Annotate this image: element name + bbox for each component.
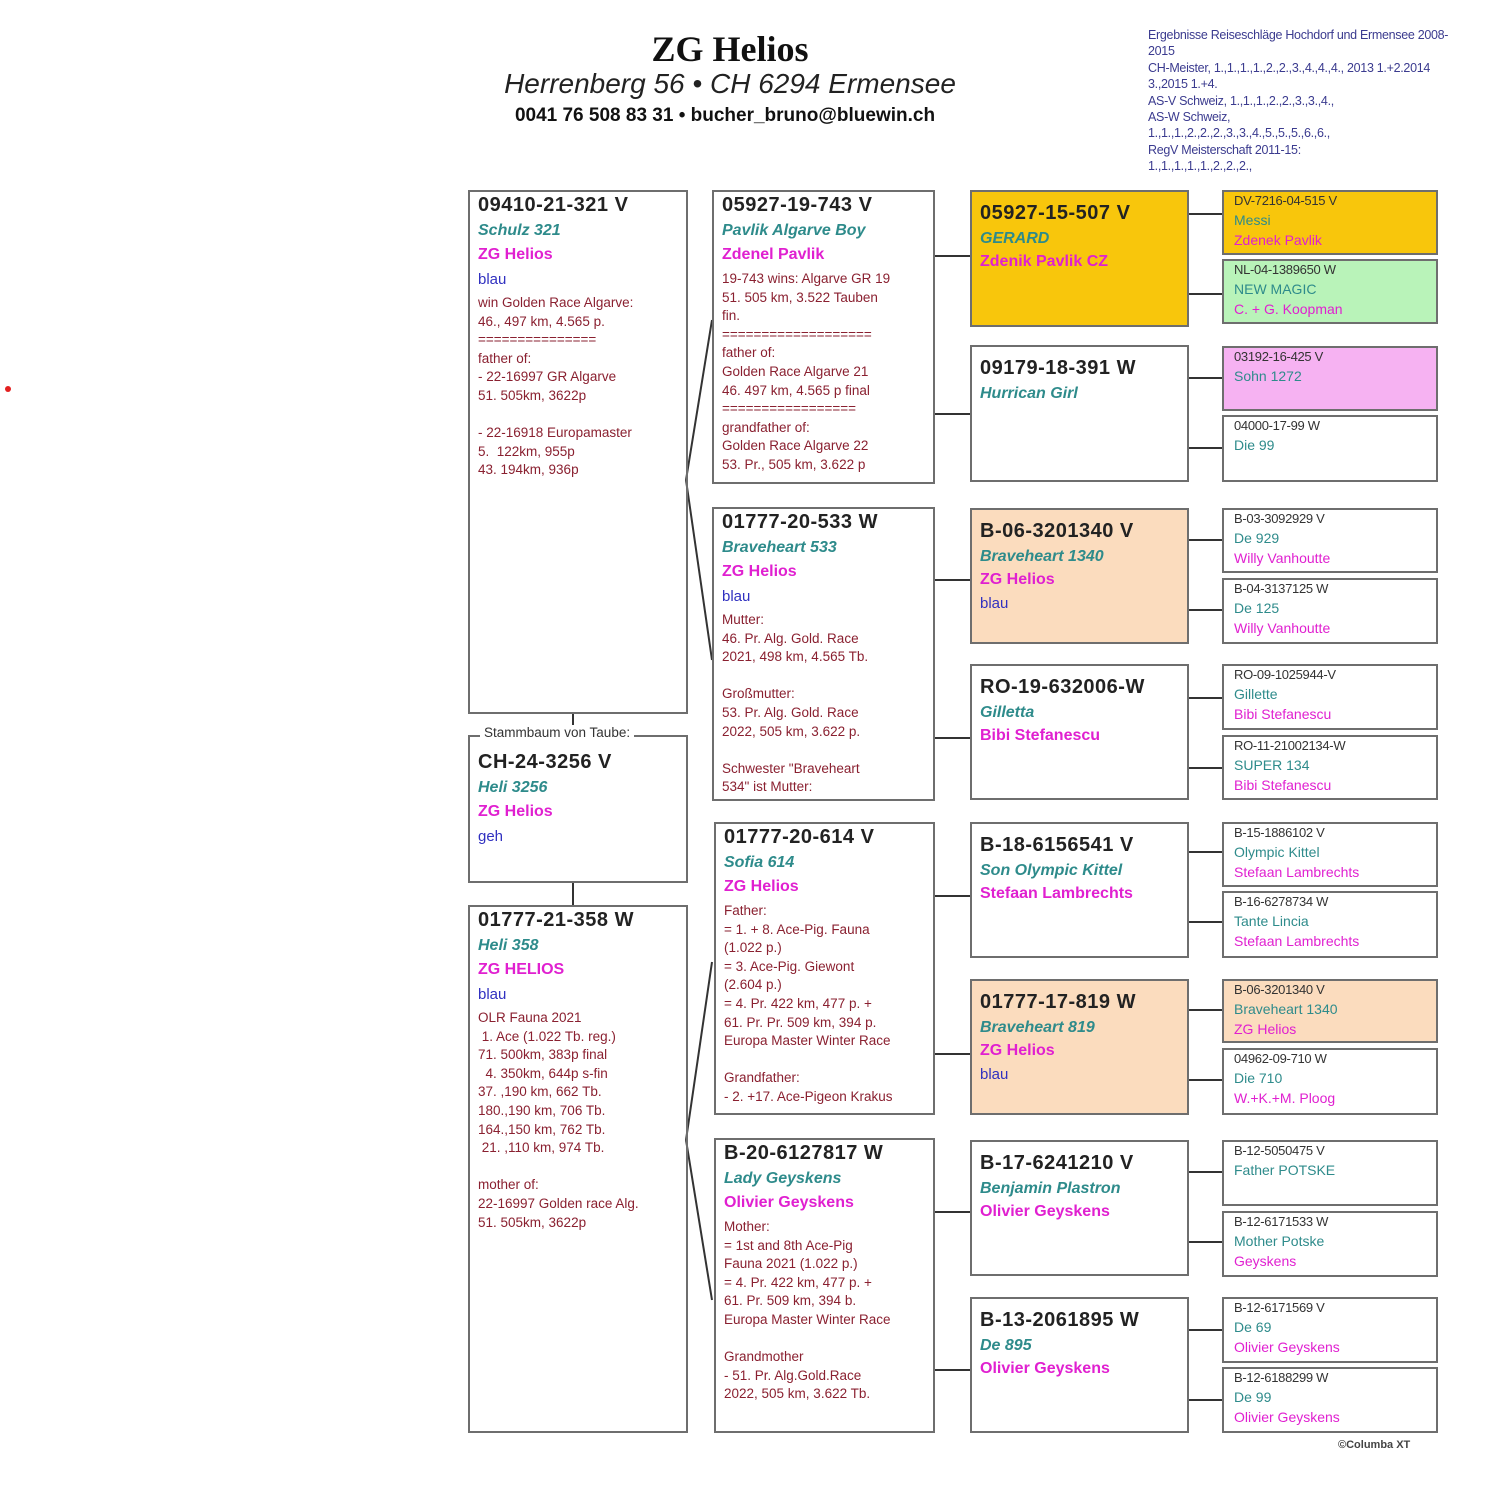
loft-address: Herrenberg 56 • CH 6294 Ermensee: [504, 68, 956, 99]
pigeon-owner: Willy Vanhoutte: [1234, 550, 1331, 566]
pigeon-ring: 01777-21-358 W: [478, 909, 634, 931]
pigeon-owner: ZG Helios: [478, 803, 553, 820]
pigeon-name: Tante Lincia: [1234, 913, 1309, 929]
grandparent-card[interactable]: [714, 1138, 935, 1433]
pigeon-owner: ZG Helios: [980, 571, 1055, 588]
pigeon-info: win Golden Race Algarve: 46., 497 km, 4.565 p. =============== father of: - 22-16997 GR Algarve 51. 505km, 3622p - 22-16918 Europamaster 5. 122km, 955p 43. 194km, 936p: [478, 295, 634, 478]
pigeon-ring: B-03-3092929 V: [1234, 511, 1325, 526]
pigeon-ring: B-06-3201340 V: [1234, 982, 1325, 997]
pigeon-name: Schulz 321: [478, 222, 561, 239]
pigeon-name: Sofia 614: [724, 854, 795, 871]
pigeon-ring: RO-09-1025944-V: [1234, 667, 1336, 682]
pigeon-color: blau: [980, 1066, 1009, 1083]
pigeon-name: Heli 358: [478, 937, 539, 954]
pigeon-name: Benjamin Plastron: [980, 1180, 1121, 1197]
pigeon-ring: 01777-20-614 V: [724, 826, 875, 848]
pigeon-name: De 895: [980, 1337, 1032, 1354]
pigeon-color: geh: [478, 828, 504, 845]
pigeon-name: De 69: [1234, 1319, 1272, 1335]
father-card[interactable]: [468, 190, 688, 714]
pigeon-info: OLR Fauna 2021 1. Ace (1.022 Tb. reg.) 71. 500km, 383p final 4. 350km, 644p s-fin 37. ,190 km, 662 Tb. 180.,190 km, 706 Tb. 164.,150 km, 762 Tb. 21. ,110 km, 974 Tb. mother of: 22-16997 Golden race Alg. 51. 505km, 3622p: [478, 1010, 639, 1230]
pigeon-owner: ZG Helios: [980, 1042, 1055, 1059]
pigeon-ring: B-13-2061895 W: [980, 1309, 1140, 1331]
grandparent-card[interactable]: [712, 507, 935, 801]
pigeon-owner: C. + G. Koopman: [1234, 301, 1343, 317]
pigeon-name: GERARD: [980, 230, 1050, 247]
pigeon-owner: Olivier Geyskens: [980, 1203, 1110, 1220]
pigeon-info: Mother: = 1st and 8th Ace-Pig Fauna 2021 (1.022 p.) = 4. Pr. 422 km, 477 p. + 61. Pr. 509 km, 394 b. Europa Master Winter Race Grandmother - 51. Pr. Alg.Gold.Race 2022, 505 km, 3.622 Tb.: [724, 1219, 891, 1402]
pigeon-owner: Stefaan Lambrechts: [980, 885, 1133, 902]
ancestor-card[interactable]: [1222, 1367, 1438, 1433]
pigeon-ring: B-12-6171533 W: [1234, 1214, 1329, 1229]
pigeon-name: Son Olympic Kittel: [980, 862, 1123, 879]
pigeon-ring: 09410-21-321 V: [478, 194, 629, 216]
loft-title: ZG Helios: [651, 29, 809, 69]
pigeon-ring: DV-7216-04-515 V: [1234, 193, 1337, 208]
pigeon-ring: 01777-17-819 W: [980, 991, 1136, 1013]
pigeon-info: Mutter: 46. Pr. Alg. Gold. Race 2021, 498 km, 4.565 Tb. Großmutter: 53. Pr. Alg. Gold. Race 2022, 505 km, 3.622 p. Schwester "Braveheart 534" ist Mutter:: [722, 612, 869, 795]
pigeon-ring: 04962-09-710 W: [1234, 1051, 1327, 1066]
ancestor-card[interactable]: [1222, 1048, 1438, 1115]
pigeon-name: Messi: [1234, 212, 1271, 228]
pigeon-owner: Bibi Stefanescu: [1234, 706, 1332, 722]
ancestor-card[interactable]: [1222, 1140, 1438, 1206]
ancestor-card[interactable]: [1222, 664, 1438, 730]
pigeon-owner: Zdenik Pavlik CZ: [980, 253, 1109, 270]
great-grandparent-card[interactable]: [970, 664, 1189, 800]
pigeon-owner: Stefaan Lambrechts: [1234, 864, 1360, 880]
ancestor-card[interactable]: [1222, 891, 1438, 958]
pigeon-name: Braveheart 533: [722, 539, 837, 556]
pigeon-owner: Bibi Stefanescu: [980, 727, 1101, 744]
pigeon-name: Mother Potske: [1234, 1233, 1325, 1249]
ancestor-card[interactable]: [1222, 508, 1438, 573]
pigeon-name: Sohn 1272: [1234, 368, 1302, 384]
pigeon-ring: 04000-17-99 W: [1234, 418, 1320, 433]
ancestor-card[interactable]: [1222, 1297, 1438, 1363]
ancestor-card[interactable]: [1222, 979, 1438, 1043]
pigeon-name: De 125: [1234, 600, 1280, 616]
pigeon-owner: ZG Helios: [722, 563, 797, 580]
great-grandparent-card[interactable]: [970, 822, 1189, 958]
pigeon-name: Pavlik Algarve Boy: [722, 222, 866, 239]
subject-card[interactable]: [468, 735, 688, 883]
pigeon-color: blau: [980, 595, 1009, 612]
pigeon-color: blau: [478, 271, 507, 288]
pigeon-name: Die 710: [1234, 1070, 1283, 1086]
pigeon-owner: W.+K.+M. Ploog: [1234, 1090, 1336, 1106]
grandparent-card[interactable]: [712, 190, 935, 484]
pigeon-ring: RO-19-632006-W: [980, 676, 1145, 698]
pigeon-ring: 05927-15-507 V: [980, 202, 1131, 224]
pigeon-name: De 929: [1234, 530, 1280, 546]
ancestor-card[interactable]: [1222, 415, 1438, 482]
pigeon-ring: B-04-3137125 W: [1234, 581, 1329, 596]
pigeon-name: NEW MAGIC: [1234, 281, 1317, 297]
pigeon-ring: 03192-16-425 V: [1234, 349, 1324, 364]
pigeon-color: blau: [478, 986, 507, 1003]
pigeon-name: Braveheart 1340: [980, 548, 1104, 565]
pigeon-name: Heli 3256: [478, 779, 548, 796]
pigeon-ring: 09179-18-391 W: [980, 357, 1136, 379]
mother-card[interactable]: [468, 905, 688, 1433]
pigeon-name: Die 99: [1234, 437, 1275, 453]
pigeon-ring: B-15-1886102 V: [1234, 825, 1325, 840]
pigeon-owner: ZG Helios: [724, 878, 799, 895]
pigeon-ring: B-17-6241210 V: [980, 1152, 1134, 1174]
pedigree-of-label: Stammbaum von Taube:: [480, 725, 634, 740]
ancestor-card[interactable]: [1222, 578, 1438, 644]
pigeon-name: Braveheart 819: [980, 1019, 1095, 1036]
pigeon-owner: Geyskens: [1234, 1253, 1297, 1269]
pigeon-ring: 05927-19-743 V: [722, 194, 873, 216]
ancestor-card[interactable]: [1222, 190, 1438, 255]
pigeon-owner: Olivier Geyskens: [724, 1194, 854, 1211]
pigeon-ring: B-06-3201340 V: [980, 520, 1134, 542]
results-summary: Ergebnisse Reiseschläge Hochdorf und Ermensee 2008-2015 CH-Meister, 1.,1.,1.,1.,2.,2.,3.,4.,4.,4., 2013 1.+2.2014 3.,2015 1.+4. AS-V Schweiz, 1.,1.,1.,2.,2.,3.,3.,4., AS-W Schweiz, 1.,1.,1.,2.,2.,2.,3.,3.,4.,5.,5.,5.,6.,6., RegV Meisterschaft 2011-15: 1.,1.,1.,1.,1.,2.,2.,2.,: [1148, 28, 1449, 174]
ancestor-card[interactable]: [1222, 822, 1438, 887]
pigeon-owner: Zdenek Pavlik: [1234, 232, 1322, 248]
great-grandparent-card[interactable]: [970, 190, 1189, 327]
pigeon-ring: B-12-6188299 W: [1234, 1370, 1329, 1385]
pigeon-ring: B-20-6127817 W: [724, 1142, 884, 1164]
pigeon-owner: Willy Vanhoutte: [1234, 620, 1331, 636]
pigeon-name: De 99: [1234, 1389, 1272, 1405]
pigeon-info: Father: = 1. + 8. Ace-Pig. Fauna (1.022 p.) = 3. Ace-Pig. Giewont (2.604 p.) = 4. Pr. 422 km, 477 p. + 61. Pr. Pr. 509 km, 394 p. Europa Master Winter Race Grandfather: - 2. +17. Ace-Pigeon Krakus: [724, 903, 893, 1104]
pigeon-ring: B-12-6171569 V: [1234, 1300, 1325, 1315]
pigeon-color: blau: [722, 588, 751, 605]
ancestor-card[interactable]: [1222, 735, 1438, 800]
pigeon-name: Gilletta: [980, 704, 1035, 721]
ancestor-card[interactable]: [1222, 346, 1438, 411]
pigeon-owner: Olivier Geyskens: [980, 1360, 1110, 1377]
pigeon-owner: Bibi Stefanescu: [1234, 777, 1332, 793]
ancestor-card[interactable]: [1222, 1211, 1438, 1277]
pigeon-name: Father POTSKE: [1234, 1162, 1336, 1178]
pigeon-owner: ZG Helios: [1234, 1021, 1297, 1037]
great-grandparent-card[interactable]: [970, 979, 1189, 1115]
pigeon-owner: Olivier Geyskens: [1234, 1339, 1340, 1355]
ancestor-card[interactable]: [1222, 259, 1438, 324]
pigeon-owner: ZG HELIOS: [478, 961, 565, 978]
pigeon-ring: RO-11-21002134-W: [1234, 738, 1346, 753]
great-grandparent-card[interactable]: [970, 508, 1189, 644]
great-grandparent-card[interactable]: [970, 1297, 1189, 1433]
pigeon-ring: B-18-6156541 V: [980, 834, 1134, 856]
pigeon-ring: 01777-20-533 W: [722, 511, 878, 533]
pigeon-name: Gillette: [1234, 686, 1278, 702]
pigeon-info: 19-743 wins: Algarve GR 19 51. 505 km, 3.522 Tauben fin. =================== father of: Golden Race Algarve 21 46. 497 km, 4.565 p final ================= grandfather of: Golden Race Algarve 22 53. Pr., 505 km, 3.622 p: [722, 271, 891, 472]
great-grandparent-card[interactable]: [970, 1140, 1189, 1276]
pigeon-owner: Stefaan Lambrechts: [1234, 933, 1360, 949]
pigeon-ring: B-12-5050475 V: [1234, 1143, 1325, 1158]
pigeon-ring: NL-04-1389650 W: [1234, 262, 1336, 277]
loft-contact: 0041 76 508 83 31 • bucher_bruno@bluewin.ch: [514, 105, 936, 126]
pigeon-owner: ZG Helios: [478, 246, 553, 263]
pigeon-owner: Zdenel Pavlik: [722, 246, 825, 263]
pigeon-name: SUPER 134: [1234, 757, 1310, 773]
software-credit: ©Columba XT: [1338, 1439, 1411, 1451]
great-grandparent-card[interactable]: [970, 345, 1189, 482]
pigeon-owner: Olivier Geyskens: [1234, 1409, 1340, 1425]
grandparent-card[interactable]: [714, 822, 935, 1115]
pigeon-ring: B-16-6278734 W: [1234, 894, 1329, 909]
pigeon-name: Hurrican Girl: [980, 385, 1078, 402]
pigeon-name: Olympic Kittel: [1234, 844, 1320, 860]
pigeon-name: Braveheart 1340: [1234, 1001, 1338, 1017]
pigeon-ring: CH-24-3256 V: [478, 751, 612, 773]
pigeon-name: Lady Geyskens: [724, 1170, 842, 1187]
